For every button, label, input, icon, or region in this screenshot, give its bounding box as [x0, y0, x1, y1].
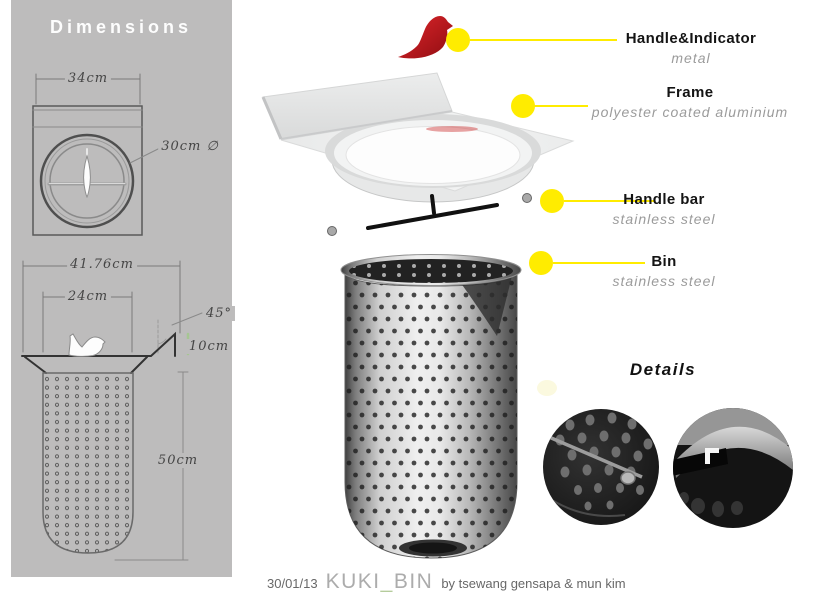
part-name: Frame	[666, 84, 714, 101]
red-bird-handle	[398, 16, 453, 58]
part-name: Handle&Indicator	[625, 30, 757, 47]
part-label-handle-bar	[613, 191, 716, 227]
details-title: Details	[629, 360, 697, 379]
bird-indicator-side-view	[69, 334, 105, 356]
part-name: Handle bar	[623, 191, 705, 208]
product-name-left: KUKI	[325, 570, 381, 593]
callout-frame	[511, 94, 588, 118]
footer-caption	[267, 570, 626, 594]
dim-label-bin-height: 50cm	[155, 453, 201, 468]
part-material: metal	[671, 50, 711, 66]
part-label-bin	[613, 253, 716, 289]
screw-right	[523, 194, 532, 203]
dim-label-flange-angle: 45°	[203, 306, 235, 321]
screw-detail	[621, 472, 635, 484]
dim-label-width-34: 34cm	[65, 71, 111, 86]
bin-render	[341, 255, 521, 559]
callout-handle-indicator	[446, 28, 617, 52]
bin-side-view	[43, 373, 133, 553]
dim-label-overall-width: 41.76cm	[67, 257, 137, 272]
part-label-handle-indicator	[626, 30, 757, 66]
callout-dot	[446, 28, 470, 52]
part-material: polyester coated aluminium	[591, 104, 789, 120]
detail-photo-right	[670, 405, 800, 528]
bird-indicator-top-view	[84, 156, 91, 197]
dim-label-flange-height: 10cm	[186, 339, 232, 354]
detail-photo-left	[543, 409, 659, 525]
product-name-separator: _	[380, 570, 394, 593]
dim-label-diameter-30: 30cm ∅	[158, 139, 222, 154]
red-reflection	[426, 126, 478, 132]
product-name-right: BIN	[393, 570, 434, 593]
top-view-drawing	[33, 74, 162, 235]
footer-date: 30/01/13	[267, 576, 318, 591]
callout-dot	[511, 94, 535, 118]
part-material: stainless steel	[612, 211, 716, 227]
frame-render	[263, 73, 573, 202]
callout-dot	[540, 189, 564, 213]
dimensions-panel-title: Dimensions	[50, 17, 193, 37]
part-name: Bin	[651, 253, 677, 270]
product-name	[326, 570, 434, 594]
side-view-drawing	[22, 261, 202, 560]
screw-left	[328, 227, 337, 236]
dim-label-opening-width: 24cm	[65, 289, 111, 304]
yellow-smudge	[537, 380, 557, 396]
callout-dot	[529, 251, 553, 275]
part-material: stainless steel	[612, 273, 716, 289]
part-label-frame	[592, 84, 788, 120]
footer-byline: by tsewang gensapa & mun kim	[441, 576, 626, 591]
